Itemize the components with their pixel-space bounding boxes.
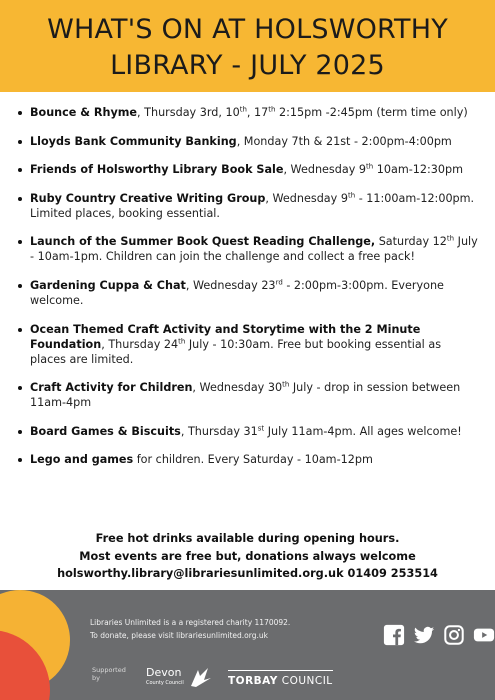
ordinal-suffix: th: [268, 105, 276, 114]
twitter-icon[interactable]: [413, 624, 435, 646]
event-details: , Wednesday 9: [283, 163, 366, 177]
event-details: July - 10:30am. Free but booking essential as places are limited.: [30, 337, 442, 366]
devon-name: Devon: [146, 666, 182, 679]
events-list: [16, 105, 478, 481]
event-details: , Wednesday 23: [185, 278, 276, 292]
event-details: - 2:00pm-3:00pm. Everyone welcome.: [30, 278, 444, 307]
event-name: Launch of the Summer Book Quest Reading Challenge,: [30, 235, 376, 249]
event-name: Ocean Themed Craft Activity and Storytime with the 2 Minute Foundation: [30, 322, 421, 351]
title-line-1: WHAT'S ON AT HOLSWORTHY: [47, 14, 448, 45]
event-item: [16, 424, 478, 439]
ordinal-suffix: th: [446, 234, 455, 243]
event-details: for children. Every Saturday - 10am-12pm: [133, 453, 373, 467]
ordinal-suffix: th: [366, 162, 374, 171]
event-name: Ruby Country Creative Writing Group: [30, 191, 266, 205]
facebook-icon[interactable]: [383, 624, 405, 646]
event-details: , Wednesday 9: [265, 191, 348, 205]
event-details: , Wednesday 30: [192, 381, 283, 395]
instagram-icon[interactable]: [443, 624, 465, 646]
event-details: , Thursday 24: [101, 337, 179, 351]
devon-subtitle: County Council: [146, 680, 184, 686]
header-banner: [0, 0, 495, 92]
ordinal-suffix: th: [178, 336, 186, 345]
event-item: [16, 278, 478, 308]
ordinal-suffix: th: [347, 191, 356, 200]
ordinal-suffix: st: [257, 424, 265, 433]
event-name: Board Games & Biscuits: [30, 424, 181, 438]
devon-emblem-icon: [188, 666, 214, 688]
event-item: [16, 105, 478, 120]
event-name: Lego and games: [30, 453, 134, 467]
donations-note: Most events are free but, donations always welcome: [79, 549, 416, 563]
drinks-note: Free hot drinks available during opening hours.: [95, 532, 400, 545]
event-details: 10am-12:30pm: [373, 163, 464, 177]
event-details: , Thursday 3rd, 10: [137, 106, 240, 119]
event-details: July - drop in session between 11am-4pm: [30, 381, 461, 410]
event-item: [16, 380, 478, 410]
devon-logo: [146, 666, 216, 694]
event-item: [16, 134, 478, 149]
torbay-bold: TORBAY: [228, 675, 278, 687]
event-details: Saturday 12: [375, 235, 447, 249]
event-item: [16, 322, 478, 367]
social-links: [383, 624, 495, 646]
event-name: Lloyds Bank Community Banking: [30, 134, 237, 148]
youtube-icon[interactable]: [473, 624, 495, 646]
event-details: - 11:00am-12:00pm. Limited places, booking essential.: [30, 191, 475, 220]
footer: [0, 590, 495, 700]
event-details: , Thursday 31: [180, 424, 258, 438]
event-details: , 17: [246, 106, 269, 119]
supported-by-label: Supported by: [92, 666, 126, 682]
charity-number: Libraries Unlimited is a a registered charity 1170092.: [90, 618, 291, 627]
event-item: [16, 452, 478, 467]
event-details: July 11am-4pm. All ages welcome!: [264, 424, 462, 438]
ordinal-suffix: rd: [275, 278, 283, 287]
event-details: July - 10am-1pm. Children can join the challenge and collect a free pack!: [30, 235, 478, 264]
event-item: [16, 162, 478, 177]
event-name: Friends of Holsworthy Library Book Sale: [30, 163, 284, 177]
torbay-council: COUNCIL: [277, 675, 333, 687]
ordinal-suffix: th: [282, 380, 290, 389]
torbay-logo: [228, 670, 333, 687]
page-title: [0, 12, 495, 84]
event-details: 2:15pm -2:45pm (term time only): [275, 106, 468, 119]
title-line-2: LIBRARY - JULY 2025: [110, 50, 385, 81]
event-name: Gardening Cuppa & Chat: [30, 278, 186, 292]
event-item: [16, 234, 478, 264]
ordinal-suffix: th: [239, 105, 247, 114]
info-notes: [0, 530, 495, 583]
event-item: [16, 191, 478, 221]
event-name: Craft Activity for Children: [30, 381, 193, 395]
donate-text: To donate, please visit librariesunlimited.org.uk: [90, 631, 268, 640]
charity-info: [90, 616, 370, 642]
event-details: , Monday 7th & 21st - 2:00pm-4:00pm: [236, 134, 452, 148]
event-name: Bounce & Rhyme: [30, 106, 138, 119]
contact-details: holsworthy.library@librariesunlimited.org.uk 01409 253514: [57, 567, 438, 580]
